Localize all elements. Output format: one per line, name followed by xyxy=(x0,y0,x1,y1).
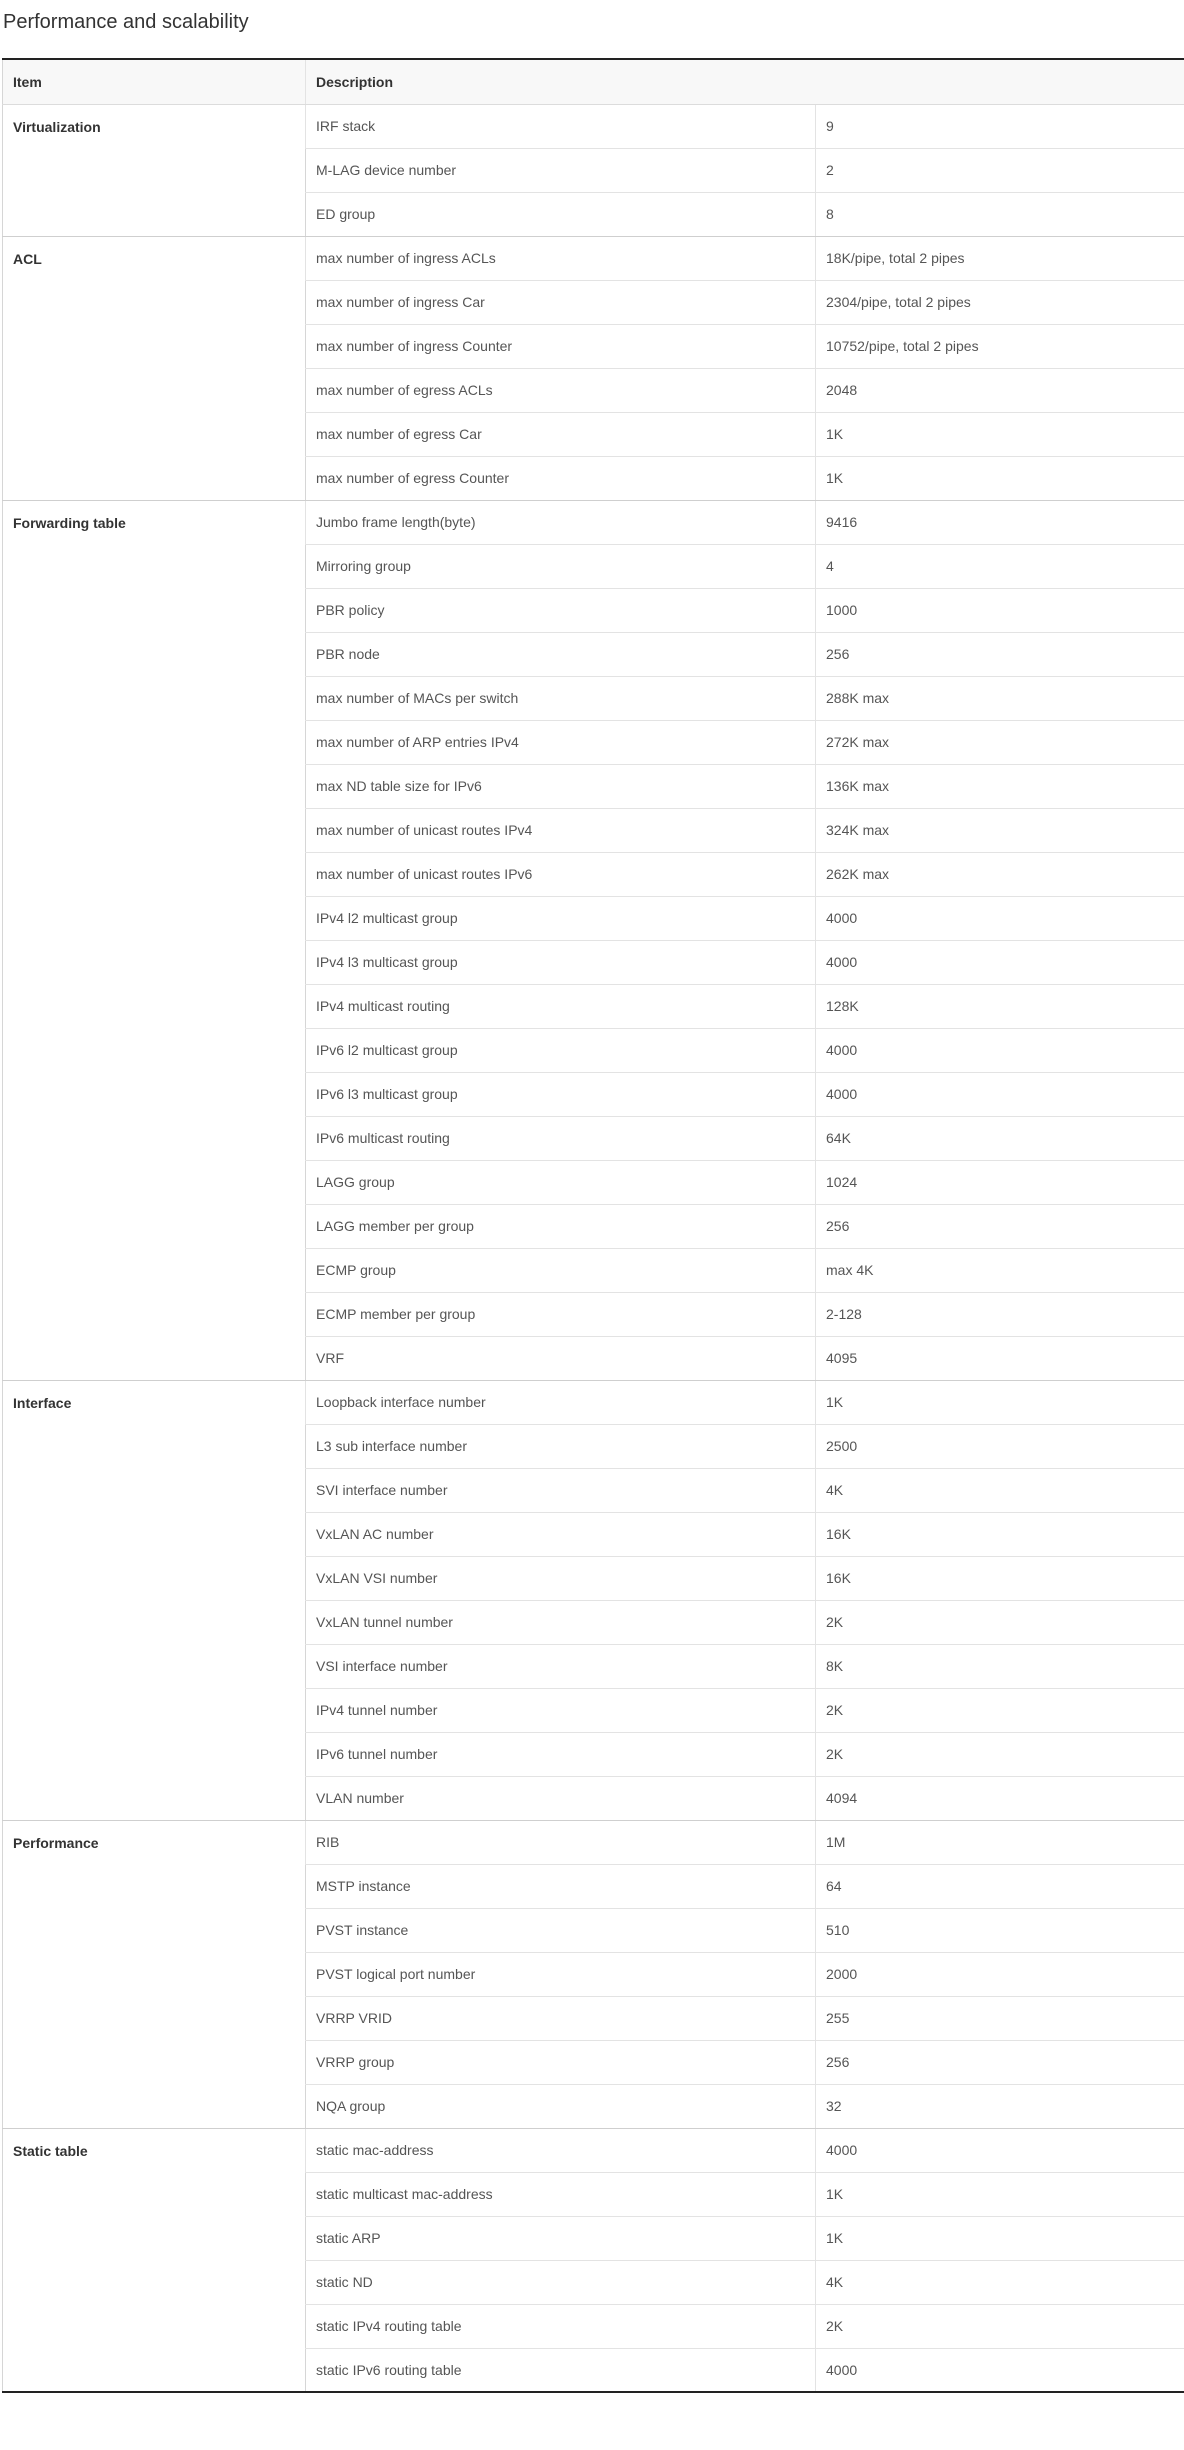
spec-value-cell: 136K max xyxy=(816,764,1184,808)
table-header-row xyxy=(3,59,1184,104)
spec-name-cell: LAGG member per group xyxy=(306,1204,816,1248)
spec-value-cell: 324K max xyxy=(816,808,1184,852)
table-body xyxy=(3,104,1184,2392)
spec-value-cell: 288K max xyxy=(816,676,1184,720)
spec-name-cell: static IPv6 routing table xyxy=(306,2348,816,2392)
spec-name-cell: max number of egress Counter xyxy=(306,456,816,500)
spec-name-cell: max number of unicast routes IPv6 xyxy=(306,852,816,896)
spec-value-cell: 4K xyxy=(816,1468,1184,1512)
spec-value-cell: 510 xyxy=(816,1908,1184,1952)
spec-name-cell: VxLAN AC number xyxy=(306,1512,816,1556)
spec-value-cell: 8K xyxy=(816,1644,1184,1688)
spec-value-cell: 255 xyxy=(816,1996,1184,2040)
spec-value-cell: 2 xyxy=(816,148,1184,192)
spec-value-cell: max 4K xyxy=(816,1248,1184,1292)
spec-name-cell: VSI interface number xyxy=(306,1644,816,1688)
spec-name-cell: PVST instance xyxy=(306,1908,816,1952)
spec-value-cell: 10752/pipe, total 2 pipes xyxy=(816,324,1184,368)
spec-value-cell: 4000 xyxy=(816,2128,1184,2172)
spec-value-cell: 4K xyxy=(816,2260,1184,2304)
group-item-label: Static table xyxy=(3,2128,306,2392)
spec-value-cell: 1K xyxy=(816,412,1184,456)
spec-name-cell: NQA group xyxy=(306,2084,816,2128)
spec-value-cell: 18K/pipe, total 2 pipes xyxy=(816,236,1184,280)
spec-name-cell: Mirroring group xyxy=(306,544,816,588)
spec-value-cell: 4000 xyxy=(816,1028,1184,1072)
spec-name-cell: VxLAN tunnel number xyxy=(306,1600,816,1644)
header-item: Item xyxy=(3,59,306,104)
header-description: Description xyxy=(306,59,1184,104)
group-item-label: Virtualization xyxy=(3,104,306,236)
spec-name-cell: max ND table size for IPv6 xyxy=(306,764,816,808)
spec-value-cell: 1K xyxy=(816,2216,1184,2260)
spec-name-cell: max number of MACs per switch xyxy=(306,676,816,720)
spec-value-cell: 262K max xyxy=(816,852,1184,896)
spec-value-cell: 9416 xyxy=(816,500,1184,544)
spec-name-cell: max number of ingress Counter xyxy=(306,324,816,368)
spec-name-cell: IPv6 l2 multicast group xyxy=(306,1028,816,1072)
spec-name-cell: VxLAN VSI number xyxy=(306,1556,816,1600)
spec-value-cell: 256 xyxy=(816,2040,1184,2084)
spec-value-cell: 2K xyxy=(816,1732,1184,1776)
spec-name-cell: IPv4 l2 multicast group xyxy=(306,896,816,940)
spec-value-cell: 9 xyxy=(816,104,1184,148)
spec-name-cell: VRF xyxy=(306,1336,816,1380)
spec-value-cell: 2K xyxy=(816,1600,1184,1644)
spec-value-cell: 64 xyxy=(816,1864,1184,1908)
table-row xyxy=(3,1380,1184,1424)
spec-name-cell: PBR policy xyxy=(306,588,816,632)
spec-value-cell: 4094 xyxy=(816,1776,1184,1820)
spec-value-cell: 1K xyxy=(816,1380,1184,1424)
spec-name-cell: LAGG group xyxy=(306,1160,816,1204)
spec-value-cell: 1000 xyxy=(816,588,1184,632)
spec-value-cell: 256 xyxy=(816,1204,1184,1248)
group-item-label: Performance xyxy=(3,1820,306,2128)
spec-value-cell: 2304/pipe, total 2 pipes xyxy=(816,280,1184,324)
spec-name-cell: static ND xyxy=(306,2260,816,2304)
spec-value-cell: 16K xyxy=(816,1512,1184,1556)
spec-value-cell: 4000 xyxy=(816,2348,1184,2392)
spec-name-cell: ECMP group xyxy=(306,1248,816,1292)
spec-name-cell: max number of egress Car xyxy=(306,412,816,456)
spec-value-cell: 2-128 xyxy=(816,1292,1184,1336)
spec-name-cell: max number of egress ACLs xyxy=(306,368,816,412)
table-row xyxy=(3,500,1184,544)
spec-name-cell: PVST logical port number xyxy=(306,1952,816,1996)
spec-name-cell: max number of ingress ACLs xyxy=(306,236,816,280)
spec-value-cell: 2048 xyxy=(816,368,1184,412)
spec-name-cell: L3 sub interface number xyxy=(306,1424,816,1468)
table-row xyxy=(3,1820,1184,1864)
table-row xyxy=(3,104,1184,148)
spec-value-cell: 4000 xyxy=(816,940,1184,984)
spec-name-cell: RIB xyxy=(306,1820,816,1864)
spec-value-cell: 1K xyxy=(816,2172,1184,2216)
table-row xyxy=(3,236,1184,280)
spec-name-cell: VRRP group xyxy=(306,2040,816,2084)
spec-name-cell: max number of unicast routes IPv4 xyxy=(306,808,816,852)
spec-value-cell: 4000 xyxy=(816,1072,1184,1116)
group-item-label: Forwarding table xyxy=(3,500,306,1380)
spec-value-cell: 1K xyxy=(816,456,1184,500)
spec-name-cell: IPv4 l3 multicast group xyxy=(306,940,816,984)
spec-name-cell: IRF stack xyxy=(306,104,816,148)
spec-value-cell: 4 xyxy=(816,544,1184,588)
spec-name-cell: static multicast mac-address xyxy=(306,2172,816,2216)
spec-value-cell: 64K xyxy=(816,1116,1184,1160)
spec-value-cell: 1024 xyxy=(816,1160,1184,1204)
spec-name-cell: PBR node xyxy=(306,632,816,676)
spec-value-cell: 272K max xyxy=(816,720,1184,764)
spec-name-cell: MSTP instance xyxy=(306,1864,816,1908)
spec-name-cell: ECMP member per group xyxy=(306,1292,816,1336)
spec-name-cell: M-LAG device number xyxy=(306,148,816,192)
spec-value-cell: 4095 xyxy=(816,1336,1184,1380)
spec-name-cell: Loopback interface number xyxy=(306,1380,816,1424)
spec-name-cell: VLAN number xyxy=(306,1776,816,1820)
spec-name-cell: VRRP VRID xyxy=(306,1996,816,2040)
spec-name-cell: max number of ARP entries IPv4 xyxy=(306,720,816,764)
spec-value-cell: 32 xyxy=(816,2084,1184,2128)
group-item-label: Interface xyxy=(3,1380,306,1820)
spec-name-cell: SVI interface number xyxy=(306,1468,816,1512)
spec-name-cell: IPv6 multicast routing xyxy=(306,1116,816,1160)
spec-name-cell: IPv6 tunnel number xyxy=(306,1732,816,1776)
spec-value-cell: 2000 xyxy=(816,1952,1184,1996)
spec-value-cell: 2K xyxy=(816,2304,1184,2348)
spec-name-cell: ED group xyxy=(306,192,816,236)
spec-name-cell: static IPv4 routing table xyxy=(306,2304,816,2348)
spec-name-cell: max number of ingress Car xyxy=(306,280,816,324)
table-row xyxy=(3,2128,1184,2172)
spec-name-cell: Jumbo frame length(byte) xyxy=(306,500,816,544)
spec-value-cell: 2K xyxy=(816,1688,1184,1732)
spec-value-cell: 16K xyxy=(816,1556,1184,1600)
spec-value-cell: 2500 xyxy=(816,1424,1184,1468)
spec-value-cell: 256 xyxy=(816,632,1184,676)
specs-table xyxy=(2,58,1184,2393)
spec-name-cell: static ARP xyxy=(306,2216,816,2260)
spec-name-cell: IPv4 tunnel number xyxy=(306,1688,816,1732)
spec-name-cell: IPv4 multicast routing xyxy=(306,984,816,1028)
group-item-label: ACL xyxy=(3,236,306,500)
spec-value-cell: 8 xyxy=(816,192,1184,236)
spec-value-cell: 128K xyxy=(816,984,1184,1028)
page-title: Performance and scalability xyxy=(3,11,249,33)
spec-name-cell: IPv6 l3 multicast group xyxy=(306,1072,816,1116)
spec-name-cell: static mac-address xyxy=(306,2128,816,2172)
spec-value-cell: 1M xyxy=(816,1820,1184,1864)
spec-value-cell: 4000 xyxy=(816,896,1184,940)
